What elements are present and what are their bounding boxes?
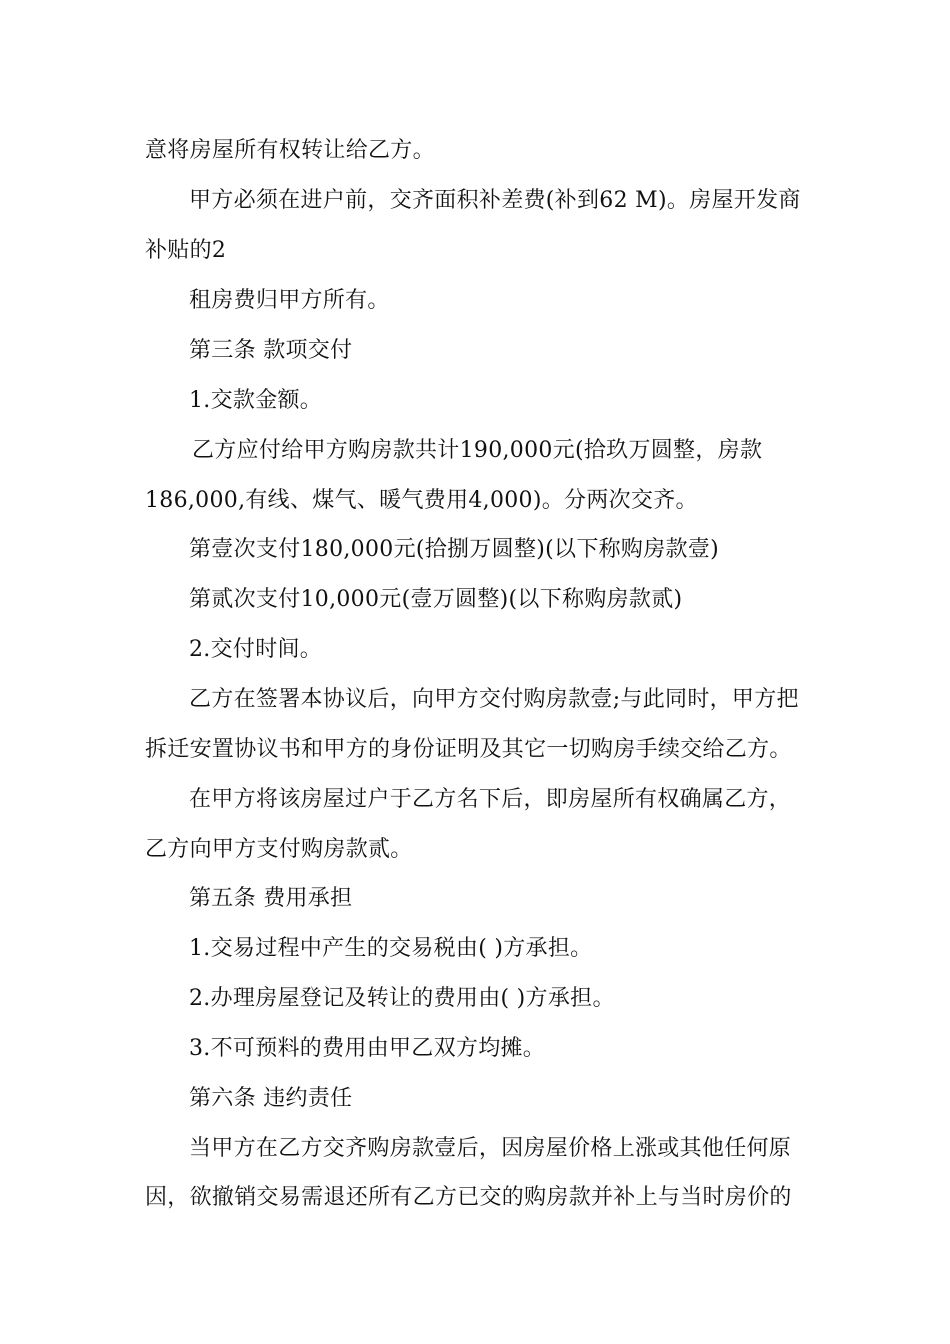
paragraph-line: 意将房屋所有权转让给乙方。	[145, 138, 435, 163]
paragraph-line: 乙方应付给甲方购房款共计190,000元(拾玖万圆整，房款	[192, 438, 763, 463]
paragraph-line: 乙方向甲方支付购房款贰。	[145, 837, 413, 862]
paragraph-line: 乙方在签署本协议后，向甲方交付购房款壹;与此同时，甲方把	[189, 687, 799, 712]
paragraph-line: 租房费归甲方所有。	[189, 288, 390, 313]
paragraph-line: 第贰次支付10,000元(壹万圆整)(以下称购房款贰)	[189, 587, 683, 612]
paragraph-line: 因，欲撤销交易需退还所有乙方已交的购房款并补上与当时房价的	[145, 1185, 792, 1210]
list-item: 3.不可预料的费用由甲乙双方均摊。	[189, 1036, 546, 1061]
section-heading: 第三条 款项交付	[189, 338, 353, 363]
list-item: 2.办理房屋登记及转让的费用由( )方承担。	[189, 986, 615, 1011]
paragraph-line: 甲方必须在进户前，交齐面积补差费(补到62 M)。房屋开发商	[189, 188, 801, 213]
paragraph-line: 拆迁安置协议书和甲方的身份证明及其它一切购房手续交给乙方。	[145, 737, 792, 762]
paragraph-line: 当甲方在乙方交齐购房款壹后，因房屋价格上涨或其他任何原	[189, 1136, 792, 1161]
paragraph-line: 在甲方将该房屋过户于乙方名下后，即房屋所有权确属乙方，	[189, 787, 792, 812]
paragraph-line: 第壹次支付180,000元(拾捌万圆整)(以下称购房款壹)	[189, 537, 720, 562]
list-item: 2.交付时间。	[189, 637, 323, 662]
list-item: 1.交款金额。	[189, 388, 323, 413]
paragraph-line: 补贴的2	[145, 238, 227, 263]
paragraph-line: 186,000,有线、煤气、暖气费用4,000)。分两次交齐。	[145, 488, 698, 513]
section-heading: 第五条 费用承担	[189, 886, 353, 911]
section-heading: 第六条 违约责任	[189, 1086, 353, 1111]
list-item: 1.交易过程中产生的交易税由( )方承担。	[189, 936, 593, 961]
